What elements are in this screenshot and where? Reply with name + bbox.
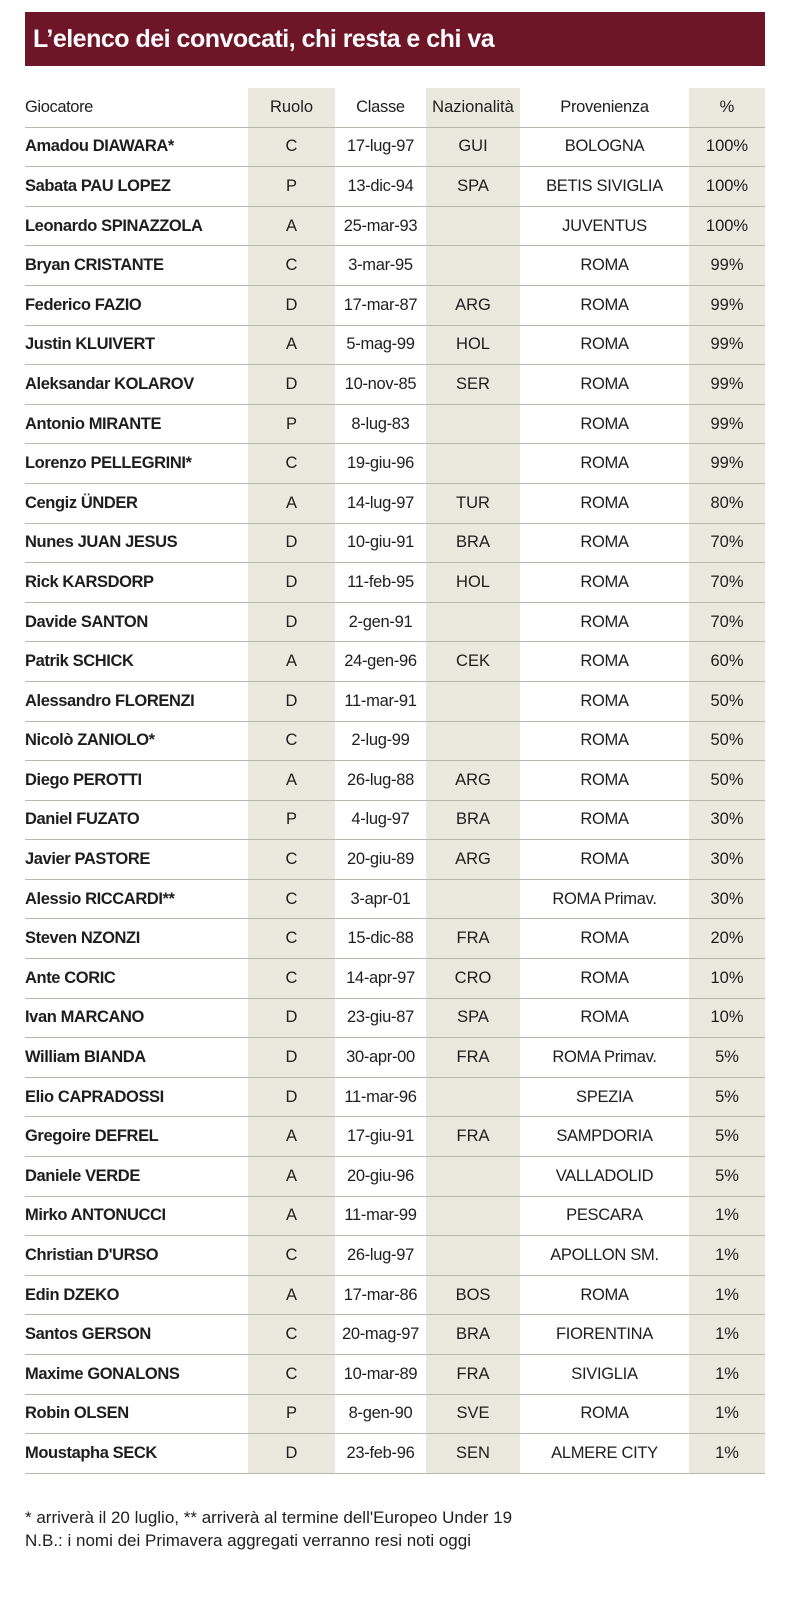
player-provenienza: PESCARA	[566, 1206, 643, 1225]
player-nazionalita: CRO	[454, 968, 492, 987]
player-ruolo: D	[285, 572, 298, 591]
table-row	[25, 959, 765, 999]
player-percent: 100%	[705, 216, 749, 235]
player-ruolo: P	[285, 810, 297, 829]
table-row	[25, 1038, 765, 1078]
player-percent: 70%	[710, 533, 744, 552]
player-nazionalita: SVE	[456, 1404, 490, 1423]
player-percent: 1%	[715, 1325, 739, 1344]
player-provenienza: JUVENTUS	[562, 216, 647, 235]
player-percent: 100%	[705, 176, 749, 195]
table-body	[25, 128, 765, 1474]
player-percent: 1%	[715, 1206, 739, 1225]
player-percent: 60%	[710, 652, 744, 671]
player-ruolo: C	[285, 1364, 298, 1383]
player-provenienza: ALMERE CITY	[551, 1443, 658, 1462]
player-name: Steven NZONZI	[25, 929, 140, 948]
player-provenienza: ROMA Primav.	[552, 1048, 657, 1067]
player-name: Patrik SCHICK	[25, 652, 134, 671]
player-provenienza: ROMA	[580, 612, 629, 631]
player-nazionalita: BOS	[455, 1285, 491, 1304]
table-row	[25, 524, 765, 564]
player-provenienza: ROMA	[580, 414, 629, 433]
player-name: Rick KARSDORP	[25, 572, 154, 591]
player-provenienza: ROMA	[580, 968, 629, 987]
table-row	[25, 1315, 765, 1355]
table-row	[25, 880, 765, 920]
player-ruolo: C	[285, 1325, 298, 1344]
player-provenienza: ROMA	[580, 850, 629, 869]
player-ruolo: P	[285, 1404, 297, 1423]
player-ruolo: D	[285, 1048, 298, 1067]
player-provenienza: ROMA	[580, 454, 629, 473]
header-provenienza: Provenienza	[560, 97, 649, 116]
table-row	[25, 246, 765, 286]
player-name: Robin OLSEN	[25, 1404, 129, 1423]
player-name: Gregoire DEFREL	[25, 1127, 159, 1146]
player-percent: 5%	[715, 1166, 739, 1185]
player-classe: 10-nov-85	[344, 374, 417, 393]
table-row	[25, 1078, 765, 1118]
player-nazionalita: SPA	[457, 1008, 489, 1027]
player-name: Sabata PAU LOPEZ	[25, 176, 171, 195]
player-nazionalita: BRA	[456, 810, 490, 829]
player-provenienza: APOLLON SM.	[550, 1246, 659, 1265]
player-name: Leonardo SPINAZZOLA	[25, 216, 203, 235]
player-ruolo: P	[285, 176, 297, 195]
player-provenienza: VALLADOLID	[555, 1166, 654, 1185]
table-row	[25, 1395, 765, 1435]
player-classe: 20-giu-89	[346, 850, 414, 869]
player-name: Mirko ANTONUCCI	[25, 1206, 166, 1225]
player-provenienza: ROMA	[580, 770, 629, 789]
header-percent: %	[719, 97, 735, 116]
player-provenienza: ROMA	[580, 652, 629, 671]
player-percent: 1%	[715, 1364, 739, 1383]
player-nazionalita: ARG	[455, 295, 491, 314]
player-classe: 11-mar-96	[344, 1087, 417, 1106]
player-provenienza: ROMA Primav.	[552, 889, 657, 908]
player-percent: 99%	[710, 454, 744, 473]
player-ruolo: A	[285, 1127, 297, 1146]
player-provenienza: FIORENTINA	[556, 1325, 653, 1344]
header-giocatore: Giocatore	[25, 97, 93, 116]
player-nazionalita: SEN	[456, 1443, 490, 1462]
table-row	[25, 840, 765, 880]
table-row	[25, 919, 765, 959]
player-percent: 30%	[710, 810, 744, 829]
header-ruolo: Ruolo	[269, 97, 314, 116]
player-percent: 99%	[710, 256, 744, 275]
player-classe: 30-apr-00	[346, 1048, 415, 1067]
player-percent: 10%	[710, 968, 744, 987]
table-row	[25, 1157, 765, 1197]
table-row	[25, 326, 765, 366]
player-percent: 99%	[710, 414, 744, 433]
player-nazionalita	[426, 682, 520, 721]
table-row	[25, 484, 765, 524]
player-provenienza: ROMA	[580, 810, 629, 829]
player-nazionalita	[426, 1157, 520, 1196]
player-ruolo: A	[285, 493, 297, 512]
player-provenienza: SAMPDORIA	[556, 1127, 653, 1146]
player-ruolo: C	[285, 929, 298, 948]
table-row	[25, 1355, 765, 1395]
player-name: Bryan CRISTANTE	[25, 256, 164, 275]
player-nazionalita	[426, 1197, 520, 1236]
player-name: Aleksandar KOLAROV	[25, 374, 194, 393]
player-provenienza: SIVIGLIA	[571, 1364, 638, 1383]
player-classe: 11-mar-91	[344, 691, 417, 710]
player-classe: 20-giu-96	[346, 1166, 414, 1185]
player-nazionalita	[426, 722, 520, 761]
player-nazionalita: CEK	[456, 652, 490, 671]
player-ruolo: D	[285, 612, 298, 631]
player-provenienza: ROMA	[580, 533, 629, 552]
player-classe: 3-mar-95	[348, 256, 413, 275]
player-classe: 17-mar-87	[343, 295, 418, 314]
player-ruolo: C	[285, 850, 298, 869]
player-nazionalita: GUI	[458, 137, 488, 156]
player-ruolo: C	[285, 731, 298, 750]
player-ruolo: A	[285, 770, 297, 789]
player-percent: 50%	[710, 731, 744, 750]
header-classe: Classe	[356, 97, 405, 116]
player-classe: 11-mar-99	[344, 1206, 417, 1225]
player-classe: 3-apr-01	[350, 889, 411, 908]
player-ruolo: C	[285, 137, 298, 156]
player-name: Nicolò ZANIOLO*	[25, 731, 155, 750]
player-nazionalita	[426, 405, 520, 444]
table-row	[25, 444, 765, 484]
player-name: Davide SANTON	[25, 612, 148, 631]
player-ruolo: A	[285, 335, 297, 354]
player-provenienza: ROMA	[580, 256, 629, 275]
player-classe: 26-lug-88	[346, 770, 414, 789]
table-row	[25, 642, 765, 682]
player-classe: 20-mag-97	[341, 1325, 420, 1344]
player-percent: 99%	[710, 374, 744, 393]
player-name: Alessio RICCARDI**	[25, 889, 175, 908]
player-percent: 50%	[710, 691, 744, 710]
player-ruolo: D	[285, 533, 298, 552]
player-nazionalita: TUR	[456, 493, 490, 512]
player-nazionalita: SPA	[457, 176, 489, 195]
player-ruolo: A	[285, 652, 297, 671]
player-classe: 17-lug-97	[346, 137, 414, 156]
player-name: Federico FAZIO	[25, 295, 142, 314]
player-nazionalita	[426, 603, 520, 642]
player-provenienza: BETIS SIVIGLIA	[546, 176, 663, 195]
player-classe: 17-giu-91	[346, 1127, 414, 1146]
player-provenienza: ROMA	[580, 493, 629, 512]
player-provenienza: ROMA	[580, 1285, 629, 1304]
player-classe: 14-apr-97	[346, 968, 415, 987]
player-provenienza: ROMA	[580, 335, 629, 354]
player-name: Cengiz ÜNDER	[25, 493, 138, 512]
player-classe: 15-dic-88	[347, 929, 414, 948]
player-percent: 1%	[715, 1443, 739, 1462]
player-provenienza: ROMA	[580, 1404, 629, 1423]
player-nazionalita: BRA	[456, 533, 490, 552]
player-classe: 8-gen-90	[348, 1404, 413, 1423]
player-ruolo: C	[285, 256, 298, 275]
player-percent: 70%	[710, 612, 744, 631]
player-percent: 99%	[710, 335, 744, 354]
player-percent: 5%	[715, 1127, 739, 1146]
player-nazionalita: ARG	[455, 850, 491, 869]
player-name: Diego PEROTTI	[25, 770, 142, 789]
player-provenienza: SPEZIA	[576, 1087, 633, 1106]
player-nazionalita: HOL	[456, 572, 490, 591]
footnotes	[25, 1506, 765, 1552]
player-name: William BIANDA	[25, 1048, 146, 1067]
player-nazionalita	[426, 246, 520, 285]
player-name: Ivan MARCANO	[25, 1008, 144, 1027]
player-percent: 10%	[710, 1008, 744, 1027]
player-name: Justin KLUIVERT	[25, 335, 155, 354]
player-percent: 80%	[710, 493, 744, 512]
player-classe: 2-gen-91	[348, 612, 413, 631]
player-ruolo: A	[285, 1206, 297, 1225]
player-nazionalita	[426, 880, 520, 919]
player-provenienza: ROMA	[580, 1008, 629, 1027]
player-classe: 8-lug-83	[351, 414, 410, 433]
player-classe: 5-mag-99	[346, 335, 415, 354]
player-classe: 11-feb-95	[347, 572, 414, 591]
table-row	[25, 1236, 765, 1276]
table-row	[25, 1434, 765, 1474]
player-classe: 10-mar-89	[343, 1364, 418, 1383]
player-nazionalita: HOL	[456, 335, 490, 354]
player-nazionalita	[426, 1236, 520, 1275]
player-ruolo: P	[285, 414, 297, 433]
player-nazionalita: FRA	[456, 1127, 490, 1146]
player-nazionalita: ARG	[455, 770, 491, 789]
player-name: Nunes JUAN JESUS	[25, 533, 178, 552]
player-provenienza: ROMA	[580, 929, 629, 948]
player-name: Alessandro FLORENZI	[25, 691, 195, 710]
player-ruolo: C	[285, 1246, 298, 1265]
table-row	[25, 128, 765, 168]
player-percent: 50%	[710, 770, 744, 789]
player-percent: 70%	[710, 572, 744, 591]
player-name: Maxime GONALONS	[25, 1364, 180, 1383]
table-row	[25, 167, 765, 207]
player-provenienza: BOLOGNA	[564, 137, 645, 156]
player-classe: 24-gen-96	[344, 652, 417, 671]
player-ruolo: D	[285, 374, 298, 393]
player-ruolo: A	[285, 1285, 297, 1304]
player-classe: 2-lug-99	[351, 731, 410, 750]
player-ruolo: D	[285, 691, 298, 710]
player-name: Santos GERSON	[25, 1325, 151, 1344]
player-classe: 14-lug-97	[346, 493, 414, 512]
table-row	[25, 405, 765, 445]
table-row	[25, 365, 765, 405]
player-percent: 5%	[715, 1087, 739, 1106]
table-row	[25, 603, 765, 643]
player-nazionalita: SER	[456, 374, 490, 393]
footnote-primavera: N.B.: i nomi dei Primavera aggregati verranno resi noti oggi	[25, 1531, 471, 1550]
player-provenienza: ROMA	[580, 691, 629, 710]
player-nazionalita	[426, 1078, 520, 1117]
table-row	[25, 722, 765, 762]
page-title: L’elenco dei convocati, chi resta e chi va	[33, 25, 495, 53]
table-row	[25, 1276, 765, 1316]
header-nazionalita: Nazionalità	[432, 97, 514, 116]
player-percent: 20%	[710, 929, 744, 948]
player-provenienza: ROMA	[580, 295, 629, 314]
player-name: Elio CAPRADOSSI	[25, 1087, 164, 1106]
player-classe: 26-lug-97	[346, 1246, 414, 1265]
player-classe: 13-dic-94	[347, 176, 414, 195]
table-row	[25, 801, 765, 841]
player-name: Daniel FUZATO	[25, 810, 140, 829]
player-ruolo: D	[285, 1008, 298, 1027]
player-classe: 23-feb-96	[346, 1443, 415, 1462]
players-table	[25, 88, 765, 1474]
player-nazionalita: FRA	[456, 1048, 490, 1067]
player-classe: 4-lug-97	[351, 810, 410, 829]
player-percent: 100%	[705, 137, 749, 156]
player-percent: 1%	[715, 1246, 739, 1265]
player-classe: 19-giu-96	[346, 454, 414, 473]
player-name: Ante CORIC	[25, 968, 116, 987]
player-nazionalita: FRA	[456, 929, 490, 948]
table-row	[25, 682, 765, 722]
player-percent: 30%	[710, 850, 744, 869]
player-nazionalita: BRA	[456, 1325, 490, 1344]
player-name: Daniele VERDE	[25, 1166, 140, 1185]
player-classe: 17-mar-86	[343, 1285, 418, 1304]
player-ruolo: D	[285, 1087, 298, 1106]
player-ruolo: D	[285, 295, 298, 314]
player-nazionalita	[426, 207, 520, 246]
player-name: Edin DZEKO	[25, 1285, 120, 1304]
player-percent: 99%	[710, 295, 744, 314]
player-nazionalita: FRA	[456, 1364, 490, 1383]
table-row	[25, 999, 765, 1039]
player-name: Javier PASTORE	[25, 850, 150, 869]
player-ruolo: D	[285, 1443, 298, 1462]
player-provenienza: ROMA	[580, 731, 629, 750]
player-ruolo: C	[285, 968, 298, 987]
title-banner	[25, 12, 765, 66]
table-row	[25, 761, 765, 801]
player-provenienza: ROMA	[580, 572, 629, 591]
player-name: Moustapha SECK	[25, 1443, 157, 1462]
player-percent: 5%	[715, 1048, 739, 1067]
table-row	[25, 1117, 765, 1157]
table-header-row	[25, 88, 765, 128]
player-ruolo: C	[285, 889, 298, 908]
player-name: Christian D'URSO	[25, 1246, 159, 1265]
player-name: Antonio MIRANTE	[25, 414, 162, 433]
table-row	[25, 563, 765, 603]
player-classe: 23-giu-87	[346, 1008, 414, 1027]
table-row	[25, 207, 765, 247]
player-percent: 1%	[715, 1404, 739, 1423]
player-name: Lorenzo PELLEGRINI*	[25, 454, 192, 473]
player-ruolo: C	[285, 454, 298, 473]
table-row	[25, 1197, 765, 1237]
player-percent: 1%	[715, 1285, 739, 1304]
player-provenienza: ROMA	[580, 374, 629, 393]
player-ruolo: A	[285, 1166, 297, 1185]
player-ruolo: A	[285, 216, 297, 235]
footnote-arrivals: * arriverà il 20 luglio, ** arriverà al termine dell'Europeo Under 19	[25, 1508, 513, 1527]
player-classe: 10-giu-91	[346, 533, 414, 552]
table-row	[25, 286, 765, 326]
player-name: Amadou DIAWARA*	[25, 137, 174, 156]
player-percent: 30%	[710, 889, 744, 908]
player-nazionalita	[426, 444, 520, 483]
player-classe: 25-mar-93	[343, 216, 418, 235]
